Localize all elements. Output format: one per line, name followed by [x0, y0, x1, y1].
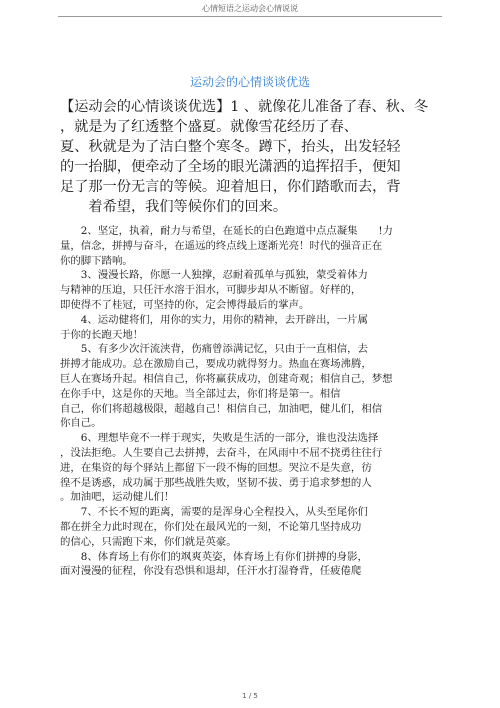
body-line: 徨不是诱惑，成功属于那些战胜失败，坚韧不拔、勇于追求梦想的人 — [60, 476, 372, 489]
body-line: 进，在集资的每个驿站上都留下一段不悔的回想。哭泣不是失意，彷 — [60, 461, 372, 474]
body-line: 于你的长跑天地！ — [60, 328, 144, 341]
body-line: 的信心，只需跑下来，你们就是英豪。 — [60, 535, 237, 548]
body-line: 7、不长不短的距离，需要的是浑身心全程投入，从头至尾你们 — [60, 506, 368, 519]
article-title: 运动会的心情谈谈优选 — [189, 75, 310, 89]
body-line: 与精神的压迫，只任汗水溶于泪水，可脚步却从不断留。好样的， — [60, 284, 362, 297]
body-line: 你自己。 — [60, 417, 102, 430]
body-line: 5、有多少次汗流浃背，伤痛曾添满记忆，只由于一直相信，去 — [60, 343, 368, 356]
body-line: 拼搏才能成功。总在激励自己，要成功就得努力。热血在赛场沸腾， — [60, 358, 372, 371]
body-line: 。加油吧，运动健儿们！ — [60, 491, 175, 504]
body-line: 你的脚下踏响。 — [60, 254, 133, 267]
intro-paragraph — [60, 97, 450, 217]
intro-line: 着希望，我们等候你们的回来。 — [60, 199, 288, 215]
body-line: 8、体育场上有你们的飒爽英姿，体育场上有你们拼搏的身影， — [60, 550, 368, 563]
page-header: 心情短语之运动会心情说说 — [202, 4, 298, 13]
body-line: ，没法拒绝。人生要自己去拼搏，去奋斗，在风雨中不屈不挠勇往往行 — [60, 446, 383, 459]
body-line: 即使得不了桂冠，可坚持的你，定会博得最后的掌声。 — [60, 298, 310, 311]
body-line: 2、坚定，执着，耐力与希望，在延长的白色跑道中点点凝集 !力 — [60, 225, 393, 237]
page-number: 1 / 5 — [242, 692, 258, 700]
intro-line: ，就是为了红透整个盛夏。就像雪花经历了春、 — [60, 119, 358, 135]
body-line: 3、漫漫长路，你愿一人独撑，忍耐着孤单与孤独，蒙受着体力 — [60, 269, 368, 282]
intro-line: 【运动会的心情谈谈优选】1 、就像花儿准备了春、秋、冬 — [60, 99, 429, 115]
body-line: 巨人在赛场升起。相信自己，你将赢获成功，创建奇观；相信自己，梦想 — [60, 372, 393, 385]
body-line: 都在拼全力此时现在，你们处在最风光的一刻，不论第几坚持成功 — [60, 520, 362, 533]
body-paragraphs — [60, 224, 450, 579]
body-line: 面对漫漫的征程，你没有恐惧和退却，任汗水打湿脊背，任疲倦爬 — [60, 565, 362, 578]
header-divider — [58, 16, 442, 17]
body-line: 在你手中，这是你的天地。当全部过去，你们将是第一。相信 — [60, 387, 341, 400]
body-line: 量，信念，拼搏与奋斗，在遥远的终点线上逐渐光亮！时代的强音正在 — [60, 239, 383, 252]
intro-line: 夏、秋就是为了洁白整个寒冬。蹲下，抬头，出发轻轻 — [60, 139, 401, 155]
intro-line: 足了那一份无言的等候。迎着旭日，你们踏歌而去，背 — [60, 179, 401, 195]
body-line: 自己，你们将超越极限，超越自己！相信自己，加油吧，健儿们，相信 — [60, 402, 383, 415]
intro-line: 的一抬脚，便牵动了全场的眼光潇洒的追挥招手，便知 — [60, 159, 401, 175]
body-line: 6、理想毕竟不一样于现实，失败是生活的一部分，谁也没法选择 — [60, 432, 379, 445]
body-line: 4、运动健将们，用你的实力，用你的精神，去开辟出，一片属 — [60, 313, 368, 326]
